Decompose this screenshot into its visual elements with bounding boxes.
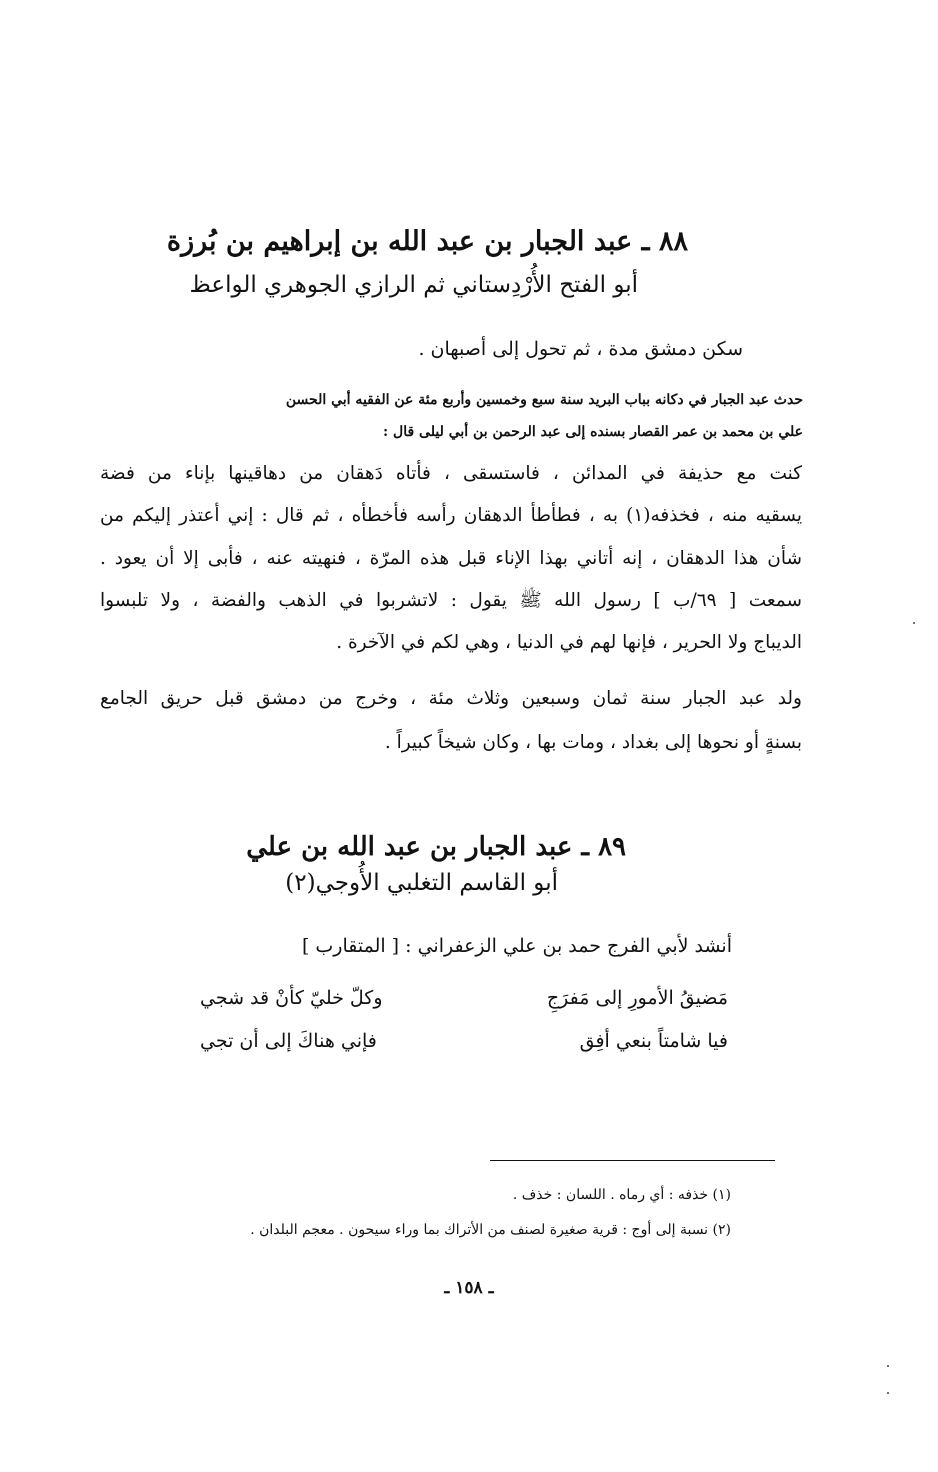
hadith-line: يسقيه منه ، فخذفه(١) به ، فطأطأ الدهقان رأسه فأخطأه ، ثم قال : إني أعتذر إليكم من (100, 505, 803, 526)
scan-speck (887, 1365, 889, 1367)
footnote: (١) خذفه : أي رماه . اللسان : خذف . (512, 1187, 731, 1203)
hadith-line: الديباج ولا الحرير ، فإنها لهم في الدنيا ، وهي لكم في الآخرة . (336, 632, 802, 653)
verse-hemistich-first: مَضيقُ الأمورِ إلى مَفرَجِ (546, 987, 728, 1009)
verse-hemistich-second: فإني هناكَ إلى أن تجي (200, 1030, 377, 1052)
verse-hemistich-first: فيا شامتاً بنعي أفِق (579, 1030, 728, 1052)
biography-line: بسنةٍ أو نحوها إلى بغداد ، ومات بها ، وكان شيخاً كبيراً . (384, 732, 802, 753)
entry-89-heading: ٨٩ ـ عبد الجبار بن عبد الله بن علي (246, 832, 626, 862)
scan-speck (913, 622, 915, 624)
entry-88-heading: ٨٨ ـ عبد الجبار بن عبد الله بن إبراهيم بن بُرزة (166, 226, 688, 257)
hadith-line: شأن هذا الدهقان ، إنه أتاني بهذا الإناء قبل هذه المرّة ، فنهيته عنه ، فأبى إلا أن يعود . (100, 548, 802, 569)
isnad-line: علي بن محمد بن عمر القصار بسنده إلى عبد الرحمن بن أبي ليلى قال : (383, 424, 803, 440)
hadith-line: سمعت [ ٦٩/ب ] رسول الله ﷺ يقول : لاتشربوا في الذهب والفضة ، ولا تلبسوا (100, 590, 802, 611)
biography-line: ولد عبد الجبار سنة ثمان وسبعين وثلاث مئة ، وخرج من دمشق قبل حريق الجامع (100, 688, 802, 709)
verse-hemistich-second: وكلّ خليّ كأنْ قد شجي (200, 987, 383, 1009)
isnad-line: حدث عبد الجبار في دكانه بباب البريد سنة سبع وخمسين وأربع مئة عن الفقيه أبي الحسن (285, 392, 803, 408)
footnote: (٢) نسبة إلى أوج : قرية صغيرة لصنف من الأتراك بما وراء سيحون . معجم البلدان . (250, 1222, 731, 1238)
entry-88-subheading: أبو الفتح الأُرْدِستاني ثم الرازي الجوهري الواعظ (189, 272, 638, 298)
footnote-divider (490, 1160, 775, 1161)
page-number: ـ ١٥٨ ـ (444, 1278, 494, 1298)
poem-intro: أنشد لأبي الفرج حمد بن علي الزعفراني : [ المتقارب ] (301, 935, 732, 957)
entry-89-subheading: أبو القاسم التغلبي الأُوجي(٢) (285, 870, 558, 896)
hadith-line: كنت مع حذيفة في المدائن ، فاستسقى ، فأتاه دَهقان من دهاقينها بإناء من فضة (100, 463, 802, 484)
scan-speck (887, 1392, 889, 1394)
residence-line: سكن دمشق مدة ، ثم تحول إلى أصبهان . (418, 338, 743, 360)
